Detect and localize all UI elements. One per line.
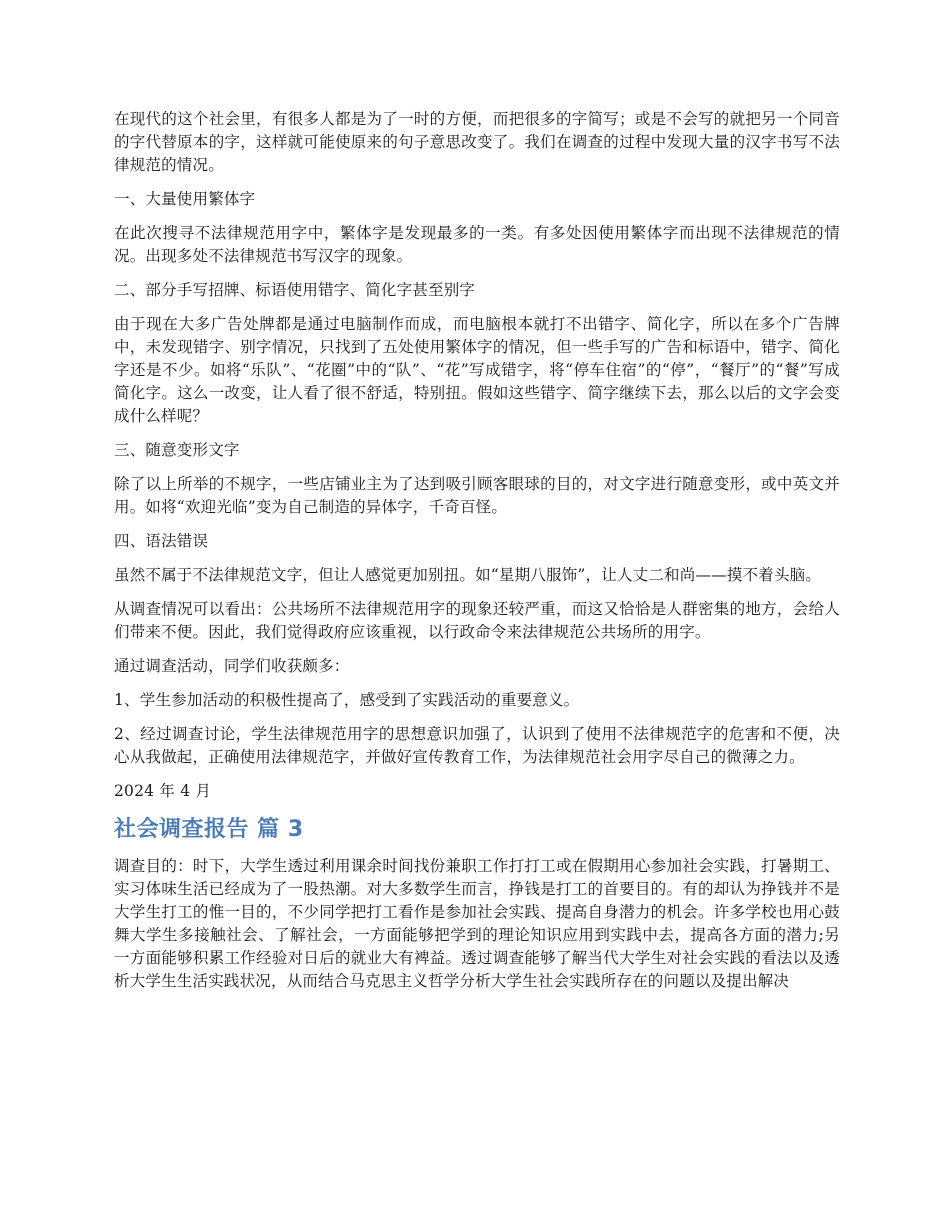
subheading-1: 一、大量使用繁体字 bbox=[114, 190, 256, 208]
subheading-2: 二、部分手写招牌、标语使用错字、简化字甚至别字 bbox=[114, 281, 476, 299]
intro-paragraph: 在现代的这个社会里，有很多人都是为了一时的方便，而把很多的字简写；或是不会写的就把另一个同音的字代替原本的字，这样就可能使原来的句子意思改变了。我们在调查的过程中发现大量的汉字书写不法律规范的情况。 bbox=[114, 110, 840, 174]
body-paragraph: 由于现在大多广告处牌都是通过电脑制作而成，而电脑根本就打不出错字、简化字，所以在多个广告牌中，未发现错字、别字情况，只找到了五处使用繁体字的情况，但一些手写的广告和标语中，错字、简化字还是不少。如将“乐队”、“花圈”中的“队”、“花”写成错字，将“停车住宿”的“停”，“餐厅”的“餐”写成简化字。这么一改变，让人看了很不舒适，特别扭。假如这些错字、简字继续下去，那么以后的文字会变成什么样呢？ bbox=[114, 315, 840, 425]
subheading-4: 四、语法错误 bbox=[114, 532, 209, 550]
report-date: 2024 年 4 月 bbox=[114, 782, 212, 800]
gains-item-2: 2、经过调查讨论，学生法律规范用字的思想意识加强了，认识到了使用不法律规范字的危害和不便，决心从我做起，正确使用法律规范字，并做好宣传教育工作，为法律规范社会用字尽自己的微薄之力。 bbox=[114, 725, 840, 766]
conclusion-paragraph: 从调查情况可以看出：公共场所不法律规范用字的现象还较严重，而这又恰恰是人群密集的地方，会给人们带来不便。因此，我们觉得政府应该重视，以行政命令来法律规范公共场所的用字。 bbox=[114, 600, 840, 641]
purpose-paragraph: 调查目的：时下，大学生透过利用课余时间找份兼职工作打打工或在假期用心参加社会实践，打暑期工、实习体味生活已经成为了一股热潮。对大多数学生而言，挣钱是打工的首要目的。有的却认为挣钱并不是大学生打工的惟一目的，不少同学把打工看作是参加社会实践、提高自身潜力的机会。许多学校也用心鼓舞大学生多接触社会、了解社会，一方面能够把学到的理论知识应用到实践中去，提高各方面的潜力;另一方面能够积累工作经验对日后的就业大有裨益。透过调查能够了解当代大学生对社会实践的看法以及透析大学生生活实践状况，从而结合马克思主义哲学分析大学生社会实践所存在的问题以及提出解决 bbox=[114, 857, 840, 990]
body-paragraph: 除了以上所举的不规字，一些店铺业主为了达到吸引顾客眼球的目的，对文字进行随意变形，或中英文并用。如将“欢迎光临”变为自己制造的异体字，千奇百怪。 bbox=[114, 475, 840, 516]
document-page bbox=[114, 108, 840, 1004]
gains-item-1: 1、学生参加活动的积极性提高了，感受到了实践活动的重要意义。 bbox=[114, 691, 580, 709]
gains-intro: 通过调查活动，同学们收获颇多： bbox=[114, 657, 350, 675]
subheading-3: 三、随意变形文字 bbox=[114, 441, 240, 459]
section-heading: 社会调查报告 篇 3 bbox=[114, 817, 304, 842]
body-paragraph: 虽然不属于不法律规范文字，但让人感觉更加别扭。如“星期八服饰”，让人丈二和尚——摸不着头脑。 bbox=[114, 566, 822, 584]
body-paragraph: 在此次搜寻不法律规范用字中，繁体字是发现最多的一类。有多处因使用繁体字而出现不法律规范的情况。出现多处不法律规范书写汉字的现象。 bbox=[114, 224, 840, 265]
